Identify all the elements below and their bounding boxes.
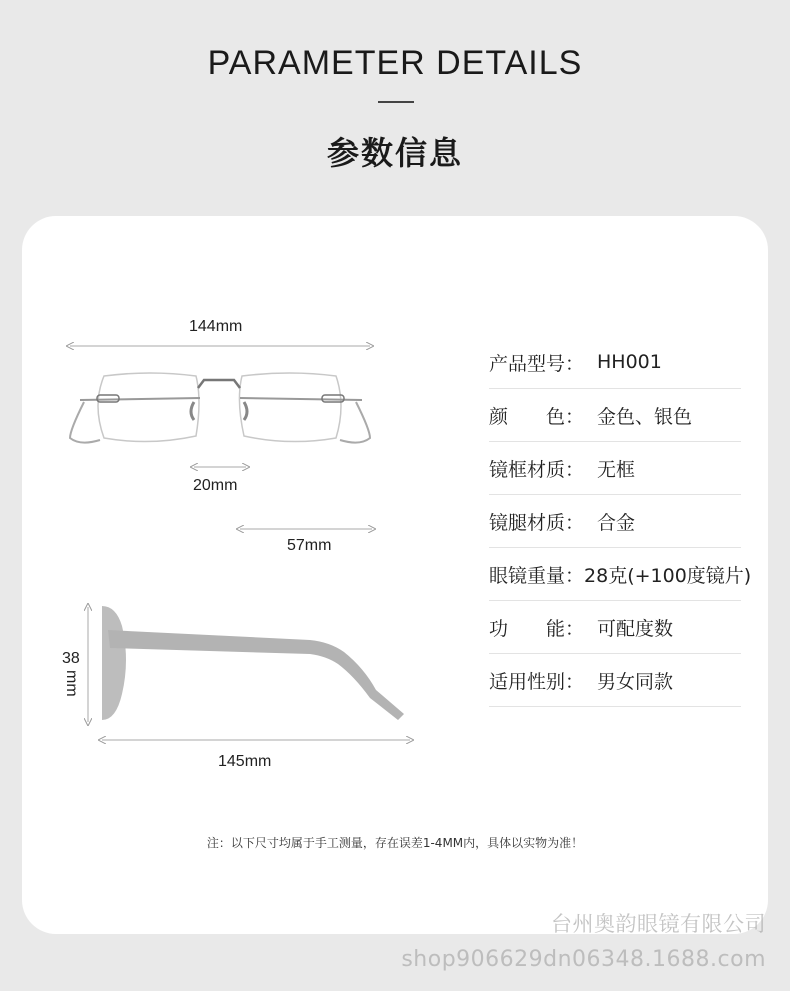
param-value: 男女同款	[597, 670, 674, 693]
param-row-function	[489, 601, 741, 654]
title-chinese: 参数信息	[326, 134, 463, 172]
param-row-color	[489, 389, 741, 442]
param-row-temple-material	[489, 495, 741, 548]
watermark-company: 台州奥韵眼镜有限公司	[551, 912, 766, 936]
param-row-gender	[489, 654, 741, 707]
lens-height-unit: mm	[63, 670, 80, 697]
measurement-note: 注：以下尺寸均属于手工测量，存在误差1-4MM内，具体以实物为准！	[206, 836, 584, 850]
param-row-weight	[489, 548, 752, 601]
param-label: 颜 色：	[489, 405, 585, 428]
front-view-glasses	[70, 346, 372, 529]
param-label: 适用性别：	[489, 670, 585, 693]
param-label: 产品型号：	[489, 352, 585, 375]
param-label: 镜腿材质：	[489, 511, 585, 534]
bridge-width-label: 20mm	[193, 477, 238, 494]
param-value: 无框	[597, 458, 636, 481]
lens-width-label: 57mm	[287, 537, 332, 554]
param-row-model	[489, 336, 741, 389]
param-value: HH001	[597, 351, 662, 373]
side-view-glasses	[88, 606, 410, 740]
parameter-list	[489, 336, 752, 707]
total-width-label: 144mm	[189, 318, 243, 335]
title-english: PARAMETER DETAILS	[207, 44, 583, 82]
param-value: 28克(+100度镜片)	[584, 564, 752, 587]
param-label: 功 能：	[489, 617, 585, 640]
param-row-frame-material	[489, 442, 741, 495]
param-value: 金色、银色	[597, 405, 693, 428]
param-label: 镜框材质：	[489, 458, 585, 481]
param-value: 合金	[597, 511, 636, 534]
param-label: 眼镜重量：	[489, 564, 585, 587]
watermark-shop-url: shop906629dn06348.1688.com	[401, 947, 766, 972]
param-value: 可配度数	[597, 617, 674, 640]
temple-length-label: 145mm	[218, 753, 272, 770]
lens-height-number: 38	[62, 650, 80, 667]
